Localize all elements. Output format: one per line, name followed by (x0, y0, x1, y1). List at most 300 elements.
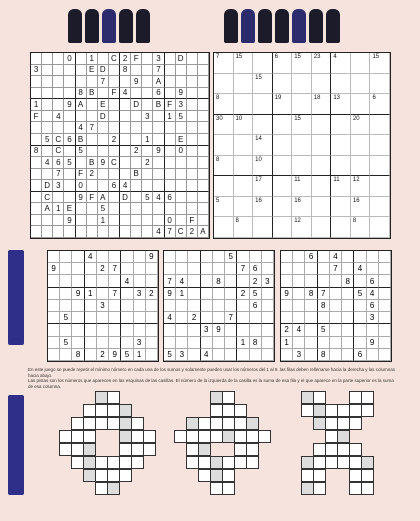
mini-cell[interactable] (281, 312, 293, 324)
grid16-cell[interactable] (142, 146, 153, 158)
kakuro-cell[interactable] (222, 391, 235, 404)
mini-cell[interactable]: 4 (293, 324, 305, 336)
grid16-cell[interactable] (87, 146, 98, 158)
grid16-cell[interactable]: 6 (53, 157, 64, 169)
mini-cell[interactable] (85, 349, 97, 361)
killer-cell[interactable]: 15 (370, 53, 390, 74)
grid16-cell[interactable] (53, 76, 64, 88)
mini-cell[interactable] (379, 263, 391, 275)
grid16-cell[interactable] (87, 111, 98, 123)
mini-cell[interactable]: 6 (354, 349, 366, 361)
mini-cell[interactable] (121, 312, 133, 324)
mini-cell[interactable] (85, 263, 97, 275)
mini-cell[interactable] (85, 300, 97, 312)
grid16-cell[interactable] (42, 169, 53, 181)
kakuro-cell[interactable] (361, 482, 374, 495)
grid16-cell[interactable]: C (53, 134, 64, 146)
grid16-cell[interactable] (64, 65, 75, 77)
mini-cell[interactable] (250, 312, 262, 324)
mini-cell[interactable]: 3 (176, 349, 188, 361)
grid16-cell[interactable] (87, 134, 98, 146)
mini-cell[interactable] (121, 251, 133, 263)
mini-cell[interactable] (318, 251, 330, 263)
grid16-cell[interactable] (42, 111, 53, 123)
grid16-cell[interactable] (165, 122, 176, 134)
mini-cell[interactable]: 6 (250, 263, 262, 275)
mini-cell[interactable] (164, 300, 176, 312)
grid16-cell[interactable] (42, 65, 53, 77)
killer-cell[interactable]: 30 (214, 115, 234, 136)
grid16-cell[interactable] (142, 215, 153, 227)
grid16-cell[interactable] (120, 134, 131, 146)
grid16-cell[interactable]: 2 (142, 157, 153, 169)
mini-cell[interactable] (281, 275, 293, 287)
kakuro-cell[interactable] (313, 391, 326, 404)
killer-cell[interactable] (214, 135, 234, 156)
mini-cell[interactable] (305, 324, 317, 336)
grid16-cell[interactable] (109, 76, 120, 88)
grid16-cell[interactable] (187, 169, 198, 181)
mini-cell[interactable] (379, 324, 391, 336)
mini-cell[interactable] (318, 275, 330, 287)
kakuro-cell[interactable] (361, 391, 374, 404)
grid16-cell[interactable]: 8 (76, 88, 87, 100)
grid16-cell[interactable] (142, 88, 153, 100)
mini-cell[interactable] (342, 263, 354, 275)
killer-cell[interactable]: 6 (273, 53, 293, 74)
grid16-cell[interactable] (165, 65, 176, 77)
grid16-cell[interactable]: 1 (98, 215, 109, 227)
grid16-cell[interactable] (131, 192, 142, 204)
grid16-cell[interactable] (198, 169, 209, 181)
mini-cell[interactable] (342, 324, 354, 336)
mini-cell[interactable] (60, 288, 72, 300)
killer-cell[interactable] (370, 74, 390, 95)
kakuro-cell[interactable] (313, 482, 326, 495)
mini-cell[interactable] (201, 300, 213, 312)
grid16-cell[interactable]: 4 (120, 88, 131, 100)
mini-cell[interactable] (213, 312, 225, 324)
grid16-cell[interactable] (165, 157, 176, 169)
mini-cell[interactable] (72, 312, 84, 324)
kakuro-cell[interactable] (119, 469, 132, 482)
grid16-cell[interactable] (198, 76, 209, 88)
mini-cell[interactable]: 6 (250, 300, 262, 312)
grid16-cell[interactable] (176, 122, 187, 134)
mini-cell[interactable]: 2 (281, 324, 293, 336)
killer-cell[interactable] (370, 156, 390, 177)
grid16-cell[interactable]: E (64, 203, 75, 215)
mini-cell[interactable]: 8 (213, 275, 225, 287)
mini-cell[interactable] (330, 324, 342, 336)
mini-cell[interactable] (281, 251, 293, 263)
grid16-cell[interactable] (120, 146, 131, 158)
grid16-cell[interactable]: 4 (153, 226, 164, 238)
grid16-cell[interactable] (31, 122, 42, 134)
mini-cell[interactable]: 4 (367, 288, 379, 300)
grid16-cell[interactable] (42, 215, 53, 227)
mini-cell[interactable] (293, 337, 305, 349)
grid16-cell[interactable]: E (176, 134, 187, 146)
mini-cell[interactable] (354, 251, 366, 263)
killer-cell[interactable]: 15 (292, 53, 312, 74)
mini-cell[interactable]: 8 (342, 275, 354, 287)
mini-cell[interactable] (97, 337, 109, 349)
mini-cell[interactable] (72, 275, 84, 287)
grid16-cell[interactable] (42, 53, 53, 65)
mini-cell[interactable]: 1 (176, 288, 188, 300)
kakuro-cell[interactable] (349, 417, 362, 430)
mini-cell[interactable] (213, 263, 225, 275)
grid16-cell[interactable]: B (131, 169, 142, 181)
mini-cell[interactable] (176, 263, 188, 275)
grid16-cell[interactable] (109, 146, 120, 158)
grid16-cell[interactable]: 5 (98, 203, 109, 215)
grid16-cell[interactable]: 0 (176, 146, 187, 158)
kakuro-cell[interactable] (246, 456, 259, 469)
mini-cell[interactable] (262, 349, 274, 361)
mini-cell[interactable] (48, 324, 60, 336)
grid16-cell[interactable] (165, 88, 176, 100)
grid16-cell[interactable] (198, 99, 209, 111)
grid16-cell[interactable]: A (153, 76, 164, 88)
killer-cell[interactable]: 10 (234, 115, 254, 136)
grid16-cell[interactable]: 3 (53, 180, 64, 192)
grid16-cell[interactable]: 4 (153, 192, 164, 204)
mini-cell[interactable] (342, 300, 354, 312)
grid16-cell[interactable]: 4 (120, 180, 131, 192)
grid16-cell[interactable]: 1 (31, 99, 42, 111)
killer-cell[interactable] (312, 197, 332, 218)
mini-cell[interactable] (60, 349, 72, 361)
grid16-cell[interactable] (198, 157, 209, 169)
grid16-cell[interactable] (98, 88, 109, 100)
mini-cell[interactable] (134, 263, 146, 275)
grid16-cell[interactable] (64, 146, 75, 158)
killer-cell[interactable] (370, 217, 390, 238)
grid16-cell[interactable] (98, 146, 109, 158)
mini-cell[interactable] (318, 263, 330, 275)
killer-cell[interactable] (292, 74, 312, 95)
grid16-cell[interactable]: 5 (42, 134, 53, 146)
mini-cell[interactable] (109, 337, 121, 349)
mini-cell[interactable] (60, 251, 72, 263)
killer-cell[interactable] (273, 135, 293, 156)
grid16-cell[interactable] (198, 88, 209, 100)
mini-cell[interactable] (354, 300, 366, 312)
grid16-cell[interactable] (131, 180, 142, 192)
grid16-cell[interactable] (87, 99, 98, 111)
grid16-cell[interactable] (198, 146, 209, 158)
grid16-cell[interactable]: 5 (142, 192, 153, 204)
grid16-cell[interactable] (198, 203, 209, 215)
mini-cell[interactable] (85, 312, 97, 324)
grid16-cell[interactable] (53, 65, 64, 77)
grid16-cell[interactable] (153, 180, 164, 192)
grid16-cell[interactable] (76, 226, 87, 238)
mini-cell[interactable] (146, 263, 158, 275)
grid16-cell[interactable] (42, 146, 53, 158)
grid16-cell[interactable]: 2 (87, 169, 98, 181)
mini-cell[interactable]: 8 (318, 300, 330, 312)
killer-cell[interactable] (292, 94, 312, 115)
grid16-cell[interactable] (31, 157, 42, 169)
mini-cell[interactable] (201, 288, 213, 300)
mini-cell[interactable] (237, 312, 249, 324)
mini-cell[interactable] (330, 288, 342, 300)
kakuro-cell[interactable] (107, 391, 120, 404)
killer-cell[interactable] (331, 74, 351, 95)
mini-cell[interactable] (146, 312, 158, 324)
mini-cell[interactable] (72, 300, 84, 312)
mini-cell[interactable] (188, 324, 200, 336)
grid16-cell[interactable]: E (87, 65, 98, 77)
killer-cell[interactable]: 15 (292, 115, 312, 136)
killer-cell[interactable]: 15 (234, 53, 254, 74)
killer-cell[interactable]: 5 (214, 197, 234, 218)
grid16-cell[interactable] (142, 169, 153, 181)
killer-cell[interactable] (292, 156, 312, 177)
grid16-cell[interactable] (31, 192, 42, 204)
grid16-cell[interactable]: 6 (64, 134, 75, 146)
mini-cell[interactable] (60, 324, 72, 336)
grid16-cell[interactable]: 7 (98, 76, 109, 88)
mini-cell[interactable] (213, 288, 225, 300)
mini-cell[interactable] (109, 251, 121, 263)
grid16-cell[interactable]: 9 (153, 146, 164, 158)
grid16-cell[interactable]: 6 (165, 192, 176, 204)
mini-cell[interactable]: 3 (97, 300, 109, 312)
grid16-cell[interactable] (98, 169, 109, 181)
mini-cell[interactable] (48, 251, 60, 263)
mini-cell[interactable]: 4 (330, 251, 342, 263)
grid16-cell[interactable] (142, 180, 153, 192)
mini-cell[interactable] (188, 275, 200, 287)
mini-cell[interactable]: 4 (121, 275, 133, 287)
killer-cell[interactable] (331, 135, 351, 156)
mini-cell[interactable] (237, 300, 249, 312)
mini-cell[interactable] (121, 300, 133, 312)
grid16-cell[interactable] (198, 122, 209, 134)
grid16-cell[interactable] (187, 192, 198, 204)
mini-cell[interactable]: 3 (134, 337, 146, 349)
killer-cell[interactable] (351, 135, 371, 156)
mini-cell[interactable] (176, 300, 188, 312)
grid16-cell[interactable] (198, 134, 209, 146)
mini-cell[interactable] (201, 312, 213, 324)
mini-cell[interactable] (237, 251, 249, 263)
mini-cell[interactable] (85, 337, 97, 349)
killer-cell[interactable] (273, 74, 293, 95)
mini-cell[interactable] (330, 312, 342, 324)
grid16-cell[interactable] (53, 192, 64, 204)
grid16-cell[interactable] (187, 65, 198, 77)
killer-cell[interactable] (234, 135, 254, 156)
killer-cell[interactable] (351, 156, 371, 177)
grid16-cell[interactable]: D (98, 65, 109, 77)
grid16-cell[interactable] (98, 226, 109, 238)
mini-cell[interactable] (176, 312, 188, 324)
mini-cell[interactable]: 6 (367, 275, 379, 287)
killer-cell[interactable] (234, 74, 254, 95)
grid16-cell[interactable] (142, 76, 153, 88)
grid16-cell[interactable] (87, 226, 98, 238)
killer-cell[interactable]: 11 (331, 176, 351, 197)
mini-cell[interactable] (305, 337, 317, 349)
grid16-cell[interactable]: 9 (64, 215, 75, 227)
mini-cell[interactable] (164, 251, 176, 263)
mini-cell[interactable]: 7 (109, 288, 121, 300)
grid16-cell[interactable]: 7 (165, 226, 176, 238)
mini-cell[interactable] (281, 349, 293, 361)
killer-cell[interactable] (234, 94, 254, 115)
killer-cell[interactable] (234, 176, 254, 197)
mini-cell[interactable] (262, 312, 274, 324)
grid16-cell[interactable]: 5 (64, 157, 75, 169)
grid16-cell[interactable] (153, 134, 164, 146)
mini-cell[interactable]: 2 (250, 275, 262, 287)
mini-cell[interactable] (250, 349, 262, 361)
grid16-cell[interactable]: C (176, 226, 187, 238)
mini-cell[interactable]: 5 (354, 288, 366, 300)
killer-cell[interactable] (312, 156, 332, 177)
grid16-cell[interactable] (187, 146, 198, 158)
killer-cell[interactable] (273, 176, 293, 197)
grid16-cell[interactable] (31, 203, 42, 215)
killer-cell[interactable] (253, 115, 273, 136)
grid16-cell[interactable] (98, 53, 109, 65)
grid16-cell[interactable] (31, 226, 42, 238)
grid16-cell[interactable]: C (109, 53, 120, 65)
killer-cell[interactable]: 16 (351, 197, 371, 218)
grid16-cell[interactable] (31, 180, 42, 192)
grid16-cell[interactable] (131, 134, 142, 146)
grid16-cell[interactable]: F (87, 192, 98, 204)
grid16-cell[interactable]: 5 (76, 146, 87, 158)
mini-cell[interactable] (213, 349, 225, 361)
mini-cell[interactable] (262, 324, 274, 336)
killer-cell[interactable] (331, 156, 351, 177)
grid16-cell[interactable] (120, 203, 131, 215)
grid16-cell[interactable] (165, 76, 176, 88)
mini-cell[interactable] (188, 263, 200, 275)
mini-cell[interactable] (225, 300, 237, 312)
mini-cell[interactable] (379, 300, 391, 312)
killer-cell[interactable] (273, 115, 293, 136)
mini-cell[interactable] (109, 300, 121, 312)
grid16-cell[interactable] (42, 99, 53, 111)
grid16-cell[interactable]: 0 (64, 53, 75, 65)
grid16-cell[interactable]: 3 (153, 53, 164, 65)
mini-cell[interactable] (48, 300, 60, 312)
killer-cell[interactable]: 12 (351, 176, 371, 197)
mini-cell[interactable] (342, 288, 354, 300)
grid16-cell[interactable] (31, 215, 42, 227)
grid16-cell[interactable] (64, 122, 75, 134)
grid16-cell[interactable] (198, 111, 209, 123)
killer-cell[interactable] (370, 135, 390, 156)
mini-cell[interactable] (367, 251, 379, 263)
mini-cell[interactable]: 5 (60, 337, 72, 349)
grid16-cell[interactable] (53, 122, 64, 134)
mini-cell[interactable] (354, 275, 366, 287)
mini-cell[interactable] (146, 324, 158, 336)
kakuro-cell[interactable] (313, 469, 326, 482)
mini-cell[interactable] (121, 324, 133, 336)
grid16-cell[interactable]: 6 (153, 88, 164, 100)
kakuro-cell[interactable] (143, 430, 156, 443)
mini-cell[interactable] (121, 263, 133, 275)
mini-cell[interactable] (48, 275, 60, 287)
grid16-cell[interactable]: 7 (87, 122, 98, 134)
mini-cell[interactable]: 4 (201, 349, 213, 361)
mini-cell[interactable]: 2 (237, 288, 249, 300)
grid16-cell[interactable]: A (198, 226, 209, 238)
killer-cell[interactable]: 19 (273, 94, 293, 115)
grid16-cell[interactable] (176, 169, 187, 181)
grid16-cell[interactable] (142, 65, 153, 77)
grid16-cell[interactable] (120, 122, 131, 134)
grid16-cell[interactable]: A (98, 192, 109, 204)
mini-cell[interactable] (176, 324, 188, 336)
killer-cell[interactable]: 12 (292, 217, 312, 238)
mini-cell[interactable] (121, 337, 133, 349)
mini-cell[interactable]: 9 (146, 251, 158, 263)
mini-cell[interactable]: 7 (164, 275, 176, 287)
killer-cell[interactable]: 11 (292, 176, 312, 197)
killer-cell[interactable]: 13 (331, 94, 351, 115)
killer-cell[interactable] (331, 197, 351, 218)
grid16-cell[interactable] (87, 203, 98, 215)
mini-cell[interactable] (305, 312, 317, 324)
mini-cell[interactable]: 1 (85, 288, 97, 300)
grid16-cell[interactable]: B (153, 99, 164, 111)
grid16-cell[interactable]: D (176, 53, 187, 65)
mini-cell[interactable] (188, 288, 200, 300)
killer-cell[interactable]: 18 (312, 94, 332, 115)
grid16-cell[interactable] (165, 203, 176, 215)
grid16-cell[interactable] (87, 215, 98, 227)
grid16-cell[interactable]: 2 (131, 146, 142, 158)
mini-cell[interactable] (146, 337, 158, 349)
killer-cell[interactable] (351, 94, 371, 115)
grid16-cell[interactable] (153, 122, 164, 134)
mini-cell[interactable]: 8 (305, 288, 317, 300)
killer-cell[interactable]: 4 (331, 53, 351, 74)
mini-cell[interactable] (213, 337, 225, 349)
mini-cell[interactable]: 7 (225, 312, 237, 324)
grid16-cell[interactable] (98, 122, 109, 134)
grid16-cell[interactable] (53, 226, 64, 238)
mini-cell[interactable] (237, 349, 249, 361)
mini-cell[interactable] (146, 349, 158, 361)
grid16-cell[interactable] (120, 215, 131, 227)
killer-cell[interactable]: 8 (351, 217, 371, 238)
kakuro-cell[interactable] (131, 456, 144, 469)
mini-cell[interactable] (293, 300, 305, 312)
grid16-cell[interactable] (120, 169, 131, 181)
grid16-cell[interactable] (165, 169, 176, 181)
mini-cell[interactable] (342, 349, 354, 361)
grid16-cell[interactable] (153, 111, 164, 123)
grid16-cell[interactable] (187, 157, 198, 169)
grid16-cell[interactable]: 3 (176, 99, 187, 111)
grid16-cell[interactable] (176, 76, 187, 88)
mini-cell[interactable]: 2 (97, 349, 109, 361)
grid16-cell[interactable]: F (31, 111, 42, 123)
grid16-cell[interactable] (98, 180, 109, 192)
grid16-cell[interactable] (187, 180, 198, 192)
